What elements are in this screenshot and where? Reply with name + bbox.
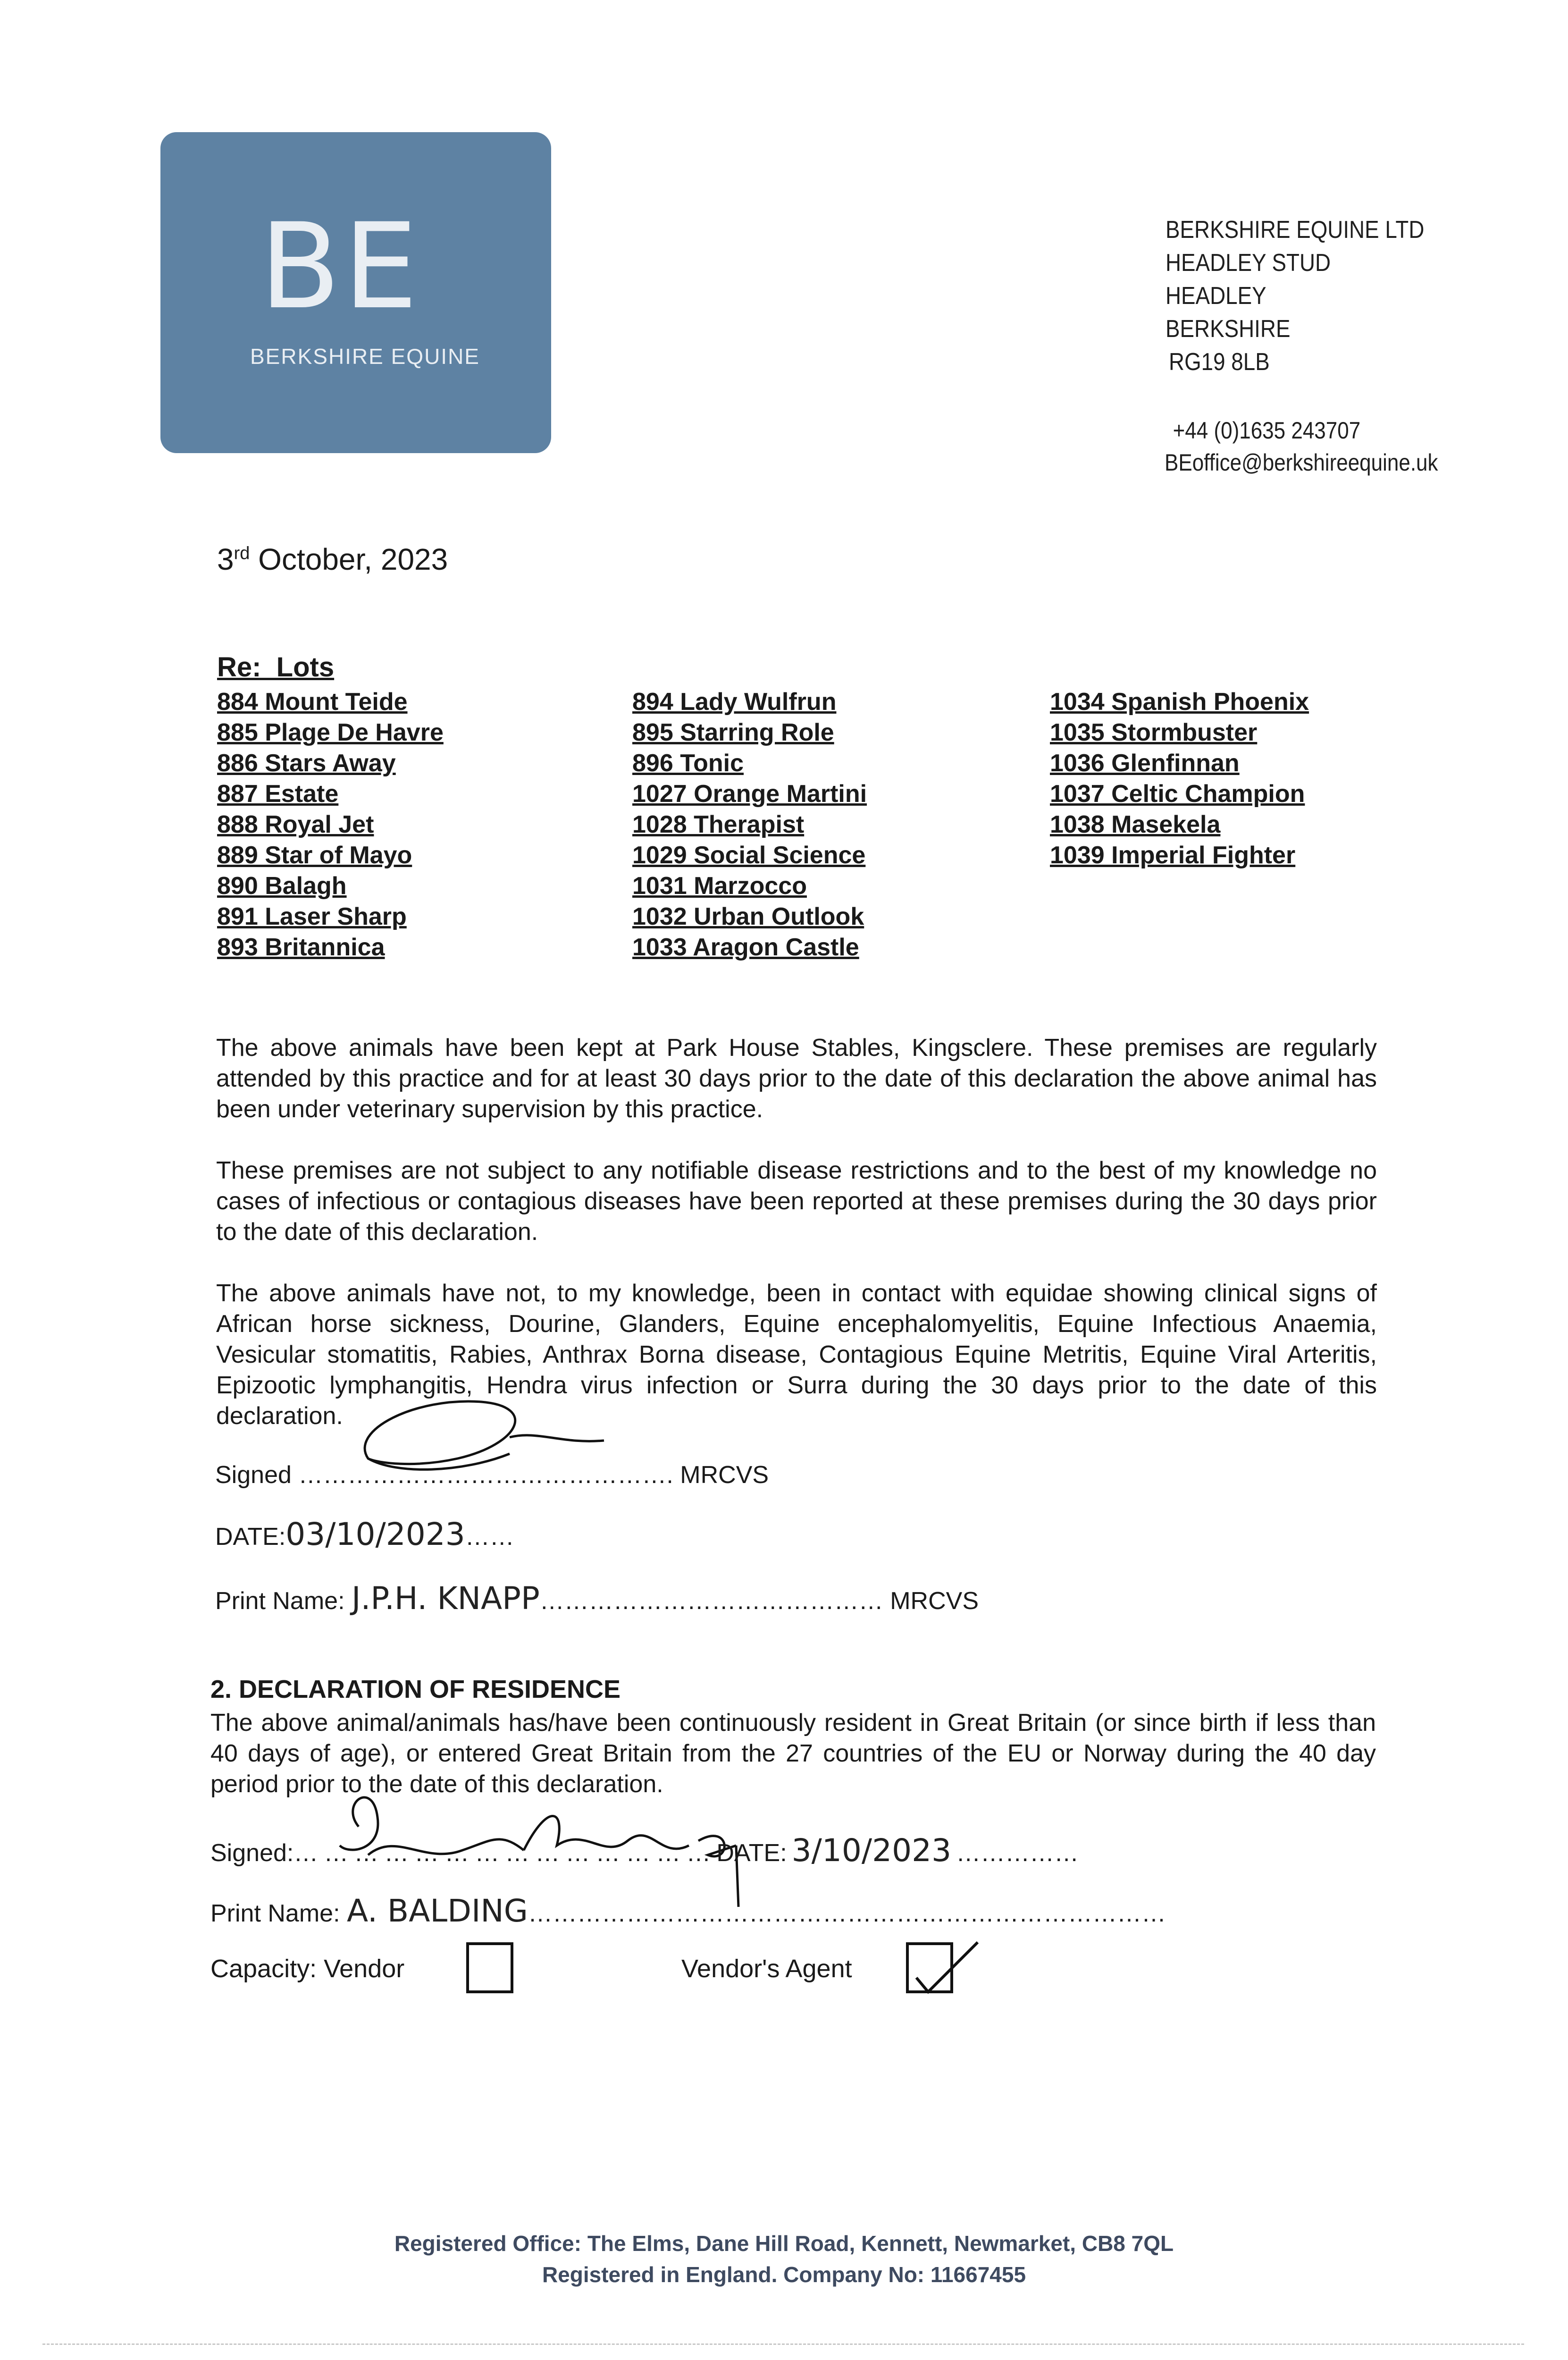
vendor-date-value: 3/10/2023 [791, 1832, 952, 1869]
letter-date [217, 542, 448, 577]
premises-paragraph: The above animals have been kept at Park House Stables, Kingsclere. These premises are regularly attended by this practice and for at least 30 days prior to the date of this declaration the above animal has been under veterinary supervision by this practice. [216, 1034, 1377, 1123]
vet-print-dots: …………………………………… [539, 1587, 883, 1615]
company-contact [1165, 414, 1438, 479]
lot-item: 1039 Imperial Fighter [1050, 842, 1296, 869]
residence-paragraph: The above animal/animals has/have been continuously resident in Great Britain (or since birth if less than 40 days of age), or entered Great Britain from the 27 countries of the EU or Norway during the 40 day period prior to the date of this declaration. [210, 1709, 1376, 1798]
address-line: BERKSHIRE [1166, 315, 1291, 343]
lot-item: 885 Plage De Havre [217, 719, 444, 746]
vet-print-value: J.P.H. KNAPP [351, 1580, 540, 1617]
address-line: RG19 8LB [1169, 348, 1270, 376]
vet-date-label: DATE: [215, 1523, 286, 1551]
vendor-signed-line [210, 1832, 1079, 1869]
lot-item: 1028 Therapist [632, 811, 805, 838]
lot-item: 1038 Masekela [1050, 811, 1221, 838]
company-registration: Registered in England. Company No: 11667455 [542, 2262, 1026, 2287]
bottom-divider [42, 2343, 1524, 2345]
vet-print-mrcvs: MRCVS [890, 1587, 979, 1615]
lot-item: 1033 Aragon Castle [632, 934, 859, 961]
registered-office: Registered Office: The Elms, Dane Hill Road, Kennett, Newmarket, CB8 7QL [394, 2231, 1174, 2256]
re-lots-heading: Re: Lots [217, 652, 335, 683]
vet-signed-line [215, 1461, 769, 1489]
email-address: BEoffice@berkshireequine.uk [1165, 449, 1438, 476]
lot-item: 889 Star of Mayo [217, 842, 412, 869]
vet-signed-mrcvs: MRCVS [680, 1461, 769, 1489]
address-line: HEADLEY [1166, 282, 1266, 310]
lots-column-2 [632, 687, 867, 963]
vendor-signed-label: Signed: [210, 1839, 294, 1867]
vet-date-line [215, 1516, 514, 1552]
date-suffix: rd [234, 543, 250, 564]
company-address [1166, 213, 1424, 379]
lot-item: 896 Tonic [632, 750, 744, 777]
address-line: BERKSHIRE EQUINE LTD [1166, 216, 1425, 244]
lot-item: 1032 Urban Outlook [632, 903, 864, 930]
lot-item: 888 Royal Jet [217, 811, 374, 838]
vet-print-line [215, 1580, 979, 1617]
lot-item: 893 Britannica [217, 934, 385, 961]
lot-item: 1035 Stormbuster [1050, 719, 1258, 746]
lot-item: 1027 Orange Martini [632, 780, 867, 808]
lot-item: 1036 Glenfinnan [1050, 750, 1240, 777]
lots-column-3 [1050, 687, 1309, 871]
vendor-signed-dots: …………………………………… [293, 1839, 717, 1867]
vet-signed-dots: ………………………………………. [298, 1461, 673, 1489]
lot-item: 1037 Celtic Champion [1050, 780, 1305, 808]
logo-letters: BE [260, 198, 421, 335]
lot-item: 1029 Social Science [632, 842, 866, 869]
vendor-print-line [210, 1893, 1166, 1929]
logo-subtitle: BERKSHIRE EQUINE [250, 344, 480, 369]
lot-item: 884 Mount Teide [217, 688, 408, 716]
lot-item: 891 Laser Sharp [217, 903, 407, 930]
disease-restrictions-paragraph: These premises are not subject to any notifiable disease restrictions and to the best of my knowledge no cases of infectious or contagious diseases have been reported at these premises during the 30 days prior to the date of this declaration. [216, 1157, 1377, 1246]
vet-signed-label: Signed [215, 1461, 292, 1489]
date-day: 3 [217, 542, 234, 576]
vendors-agent-checkbox[interactable] [906, 1942, 953, 1993]
checkmark-icon [907, 1933, 987, 1994]
lot-item: 895 Starring Role [632, 719, 834, 746]
lot-item: 1031 Marzocco [632, 872, 807, 900]
vet-date-value: 03/10/2023 [285, 1516, 465, 1552]
lots-column-1 [217, 687, 444, 963]
address-line: HEADLEY STUD [1166, 249, 1331, 277]
phone-number: +44 (0)1635 243707 [1173, 417, 1361, 444]
vet-date-dots: …… [465, 1523, 514, 1551]
vendor-date-dots: …………… [956, 1839, 1079, 1867]
vendor-print-dots: …………………………………………………………………… [528, 1900, 1166, 1927]
vendor-print-value: A. BALDING [346, 1893, 528, 1929]
vendors-agent-label: Vendor's Agent [681, 1955, 852, 1983]
lot-item: 1034 Spanish Phoenix [1050, 688, 1309, 716]
residence-heading: 2. DECLARATION OF RESIDENCE [210, 1675, 621, 1703]
vendor-print-label: Print Name: [210, 1900, 340, 1927]
lot-item: 887 Estate [217, 780, 339, 808]
capacity-vendor-label: Capacity: Vendor [210, 1955, 405, 1983]
vendor-checkbox[interactable] [466, 1942, 513, 1993]
date-rest: October, 2023 [250, 542, 448, 576]
vendor-date-label: DATE: [716, 1839, 787, 1867]
lot-item: 886 Stars Away [217, 750, 396, 777]
contact-declaration-paragraph: The above animals have not, to my knowledge, been in contact with equidae showing clinical signs of African horse sickness, Dourine, Glanders, Equine encephalomyelitis, Equine Infectious Anaemia, Vesicular stomatitis, Rabies, Anthrax Borna disease, Contagious Equine Metritis, Equine Viral Arteritis, Epizootic lymphangitis, Hendra virus infection or Surra during the 30 days prior to the date of this declaration. [216, 1280, 1377, 1430]
company-logo [160, 132, 551, 453]
vet-print-label: Print Name: [215, 1587, 345, 1615]
lot-item: 894 Lady Wulfrun [632, 688, 837, 716]
lot-item: 890 Balagh [217, 872, 347, 900]
